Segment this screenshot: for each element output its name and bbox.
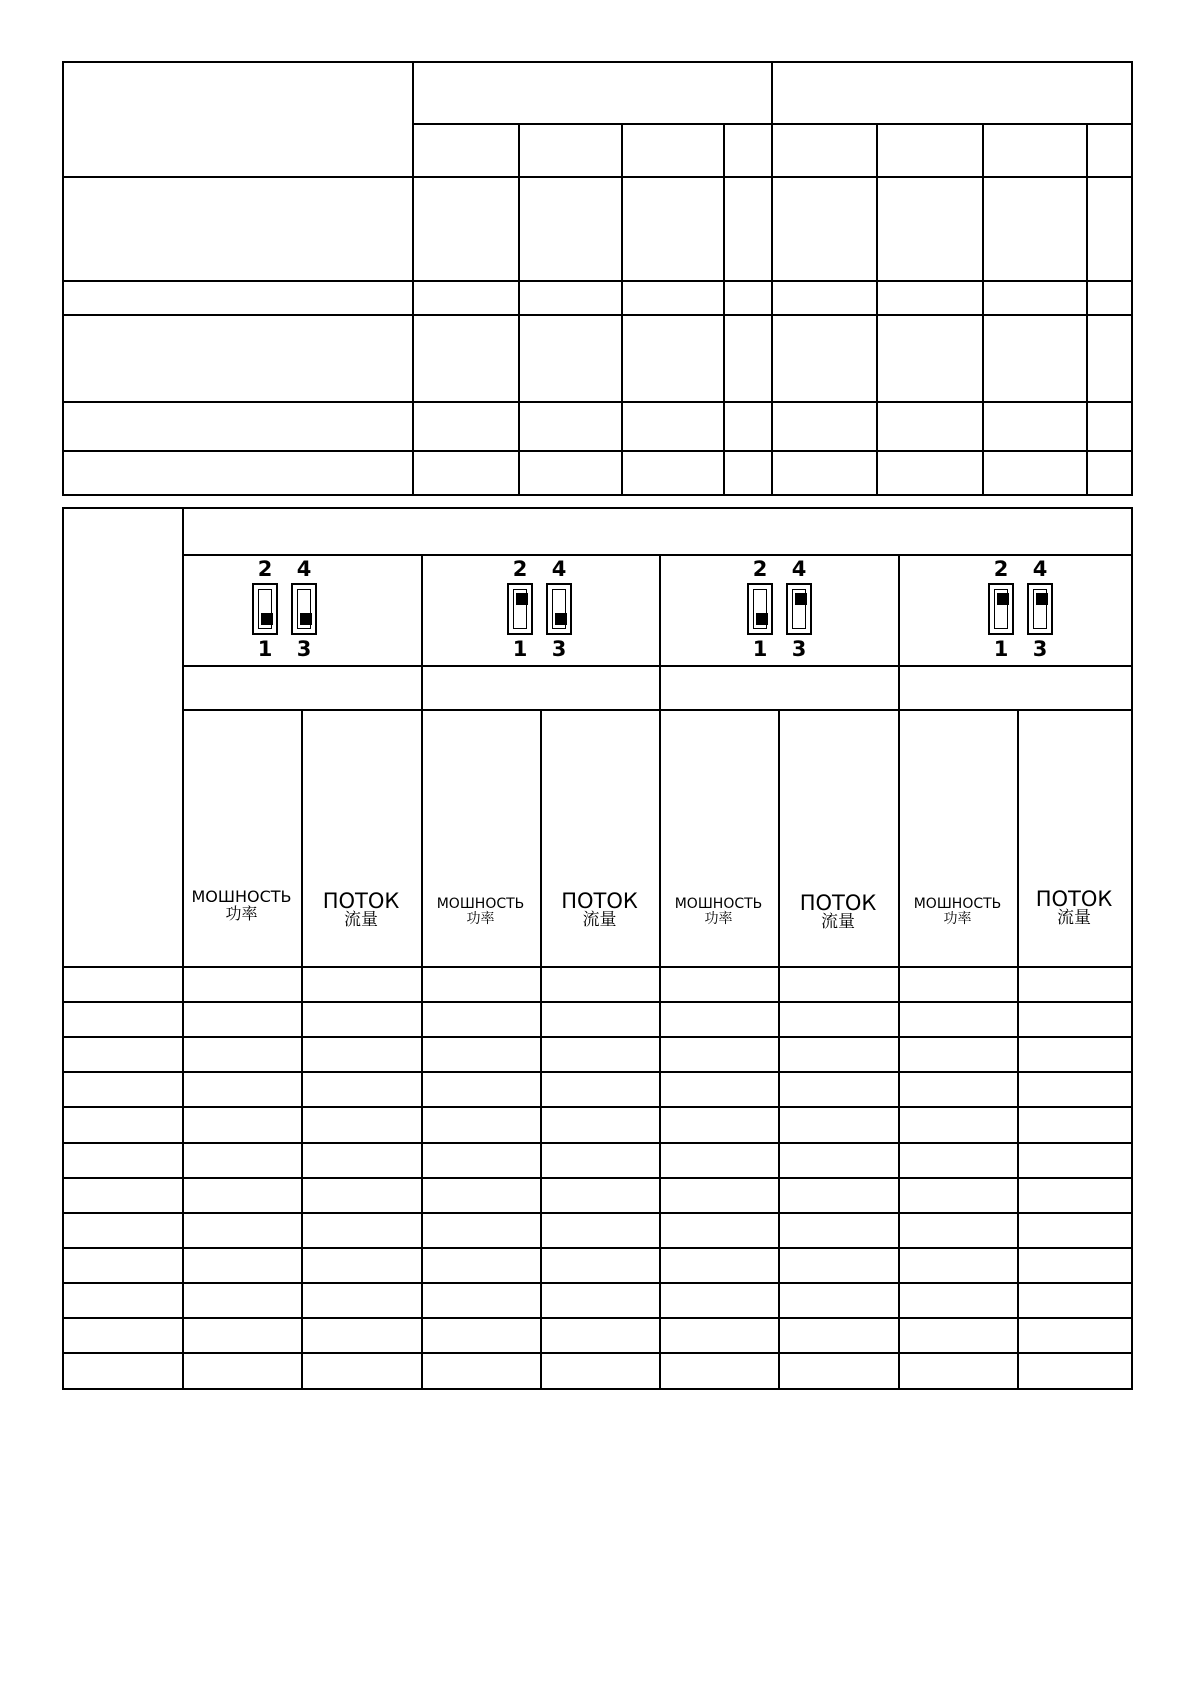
table-divider [898, 554, 900, 1388]
flow-label-ru: ПОТОК [561, 889, 638, 913]
dip-switch-setting-4 [988, 559, 1068, 659]
table-divider [778, 709, 780, 1388]
dip-pin-label: 3 [791, 637, 807, 661]
power-label-ru: МОШНОСТЬ [913, 896, 1002, 912]
flow-label-zh: 流量 [1057, 908, 1091, 929]
dip-pin-label: 1 [512, 637, 528, 661]
table-divider [182, 709, 1131, 711]
power-header [898, 897, 1017, 926]
flow-header [540, 890, 659, 930]
power-header [421, 897, 540, 926]
table-divider [64, 1036, 1131, 1038]
flow-label-zh: 流量 [344, 910, 378, 931]
dip-pin-label: 4 [791, 557, 807, 581]
table-divider [64, 1177, 1131, 1179]
power-label-zh: 功率 [466, 910, 495, 927]
dip-pin-label: 3 [551, 637, 567, 661]
dip-pin-label: 2 [993, 557, 1009, 581]
table-divider [982, 123, 984, 494]
dip-switch-b [291, 583, 317, 635]
power-header [182, 889, 301, 923]
table-divider [1017, 709, 1019, 1388]
dip-switch-a [252, 583, 278, 635]
dip-switch-a [988, 583, 1014, 635]
flow-label-zh: 流量 [821, 912, 855, 933]
table-divider [64, 1071, 1131, 1073]
dip-pin-label: 1 [993, 637, 1009, 661]
table-divider [64, 401, 1131, 403]
table-divider [64, 450, 1131, 452]
dip-pin-label: 4 [551, 557, 567, 581]
table-divider [64, 1247, 1131, 1249]
flow-label-ru: ПОТОК [799, 891, 877, 915]
dip-pin-label: 4 [296, 557, 312, 581]
table-divider [1086, 123, 1088, 494]
dip-pin-label: 2 [752, 557, 768, 581]
spec-table [62, 61, 1133, 496]
table-divider [64, 1001, 1131, 1003]
power-label-ru: МОШНОСТЬ [674, 896, 763, 912]
table-divider [518, 123, 520, 494]
dip-switch-b [1027, 583, 1053, 635]
table-divider [621, 123, 623, 494]
dip-switch-setting-3 [747, 559, 827, 659]
power-label-zh: 功率 [225, 903, 258, 923]
dip-switch-setting-1 [252, 559, 332, 659]
power-header [659, 897, 778, 926]
flow-header [778, 892, 898, 932]
power-label-ru: МОШНОСТЬ [191, 887, 292, 906]
dip-pin-label: 2 [257, 557, 273, 581]
table-divider [64, 1106, 1131, 1108]
table-divider [421, 554, 423, 1388]
dip-pin-label: 3 [296, 637, 312, 661]
dip-switch-table [62, 507, 1133, 1390]
table-divider [64, 1212, 1131, 1214]
table-divider [64, 314, 1131, 316]
dip-switch-a [747, 583, 773, 635]
table-divider [412, 63, 414, 494]
table-divider [182, 554, 1131, 556]
power-label-zh: 功率 [704, 910, 733, 927]
table-divider [723, 123, 725, 494]
table-divider [182, 665, 1131, 667]
table-divider [659, 554, 661, 1388]
dip-pin-label: 3 [1032, 637, 1048, 661]
power-label-zh: 功率 [943, 910, 972, 927]
flow-label-zh: 流量 [582, 910, 617, 931]
table-divider [64, 1352, 1131, 1354]
table-divider [876, 123, 878, 494]
table-divider [771, 63, 773, 494]
table-divider [64, 280, 1131, 282]
flow-label-ru: ПОТОК [322, 889, 400, 913]
table-divider [64, 966, 1131, 968]
dip-pin-label: 1 [752, 637, 768, 661]
dip-pin-label: 4 [1032, 557, 1048, 581]
table-divider [64, 1282, 1131, 1284]
table-divider [64, 1142, 1131, 1144]
flow-header [1017, 888, 1131, 928]
flow-header [301, 890, 421, 930]
dip-switch-setting-2 [507, 559, 587, 659]
dip-pin-label: 1 [257, 637, 273, 661]
dip-pin-label: 2 [512, 557, 528, 581]
dip-switch-b [546, 583, 572, 635]
table-divider [301, 709, 303, 1388]
dip-switch-b [786, 583, 812, 635]
table-divider [182, 509, 184, 1388]
dip-switch-a [507, 583, 533, 635]
table-divider [540, 709, 542, 1388]
flow-label-ru: ПОТОК [1035, 887, 1113, 911]
power-label-ru: МОШНОСТЬ [436, 896, 525, 912]
table-divider [64, 1317, 1131, 1319]
table-divider [412, 123, 1131, 125]
table-divider [64, 176, 1131, 178]
